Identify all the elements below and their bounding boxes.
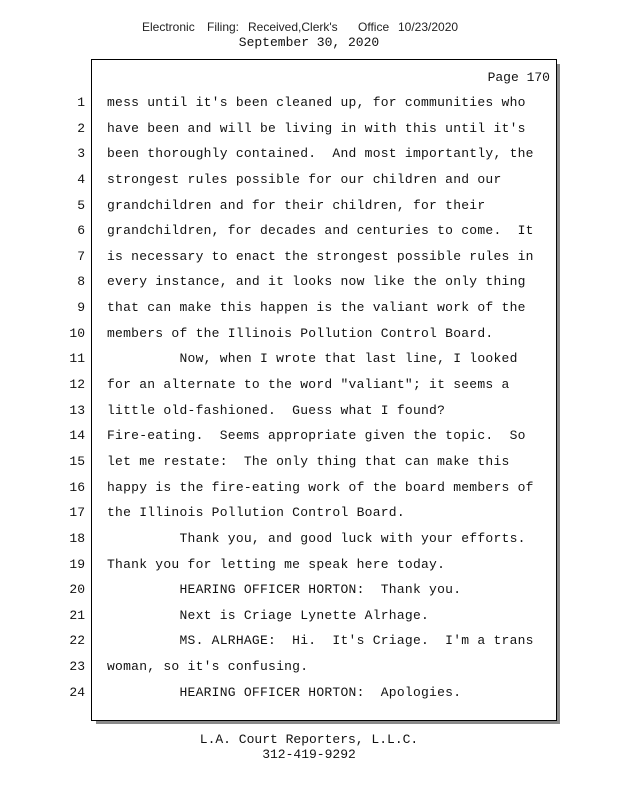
line-number: 2 [77,120,85,136]
line-number: 5 [77,197,85,213]
line-number: 9 [77,300,85,316]
transcript-line: Now, when I wrote that last line, I looked [107,351,518,367]
line-number: 17 [69,505,85,521]
footer-phone: 312-419-9292 [262,747,356,762]
line-number: 13 [69,402,85,418]
line-number: 19 [69,556,85,572]
hearing-date: September 30, 2020 [238,35,380,50]
transcript-line: have been and will be living in with this until it's [107,120,526,136]
line-number: 3 [77,146,85,162]
transcript-line: grandchildren and for their children, for their [107,197,486,213]
transcript-line: HEARING OFFICER HORTON: Thank you. [107,582,462,598]
transcript-line: Thank you, and good luck with your efforts. [107,530,526,546]
line-number: 21 [69,607,85,623]
line-number: 6 [77,223,85,239]
page-number: Page 170 [487,70,550,85]
transcript-line: is necessary to enact the strongest possible rules in [107,248,534,264]
transcript-line: woman, so it's confusing. [107,659,309,675]
footer [0,732,618,762]
stamp-office: Office [358,20,390,34]
line-number: 11 [69,351,85,367]
line-number: 23 [69,659,85,675]
line-numbers [55,90,85,705]
stamp-date: 10/23/2020 [398,20,459,34]
line-number: 18 [69,530,85,546]
line-number: 12 [69,377,85,393]
line-number: 10 [69,325,85,341]
transcript-line: that can make this happen is the valiant work of the [107,300,526,316]
line-number: 7 [77,248,85,264]
footer-company: L.A. Court Reporters, L.L.C. [199,732,419,747]
transcript-line: Thank you for letting me speak here today. [107,556,446,572]
line-number: 8 [77,274,85,290]
transcript-line: Fire-eating. Seems appropriate given the topic. So [107,428,526,444]
transcript-line: Next is Criage Lynette Alrhage. [107,607,430,623]
line-number: 24 [69,684,85,700]
transcript-line: little old-fashioned. Guess what I found? [107,402,446,418]
line-number: 14 [69,428,85,444]
transcript-line: mess until it's been cleaned up, for communities who [107,95,526,110]
transcript-line: every instance, and it looks now like the only thing [107,274,526,290]
stamp-electronic: Electronic [142,20,195,34]
stamp-filing: Filing: [207,20,240,34]
transcript-line: strongest rules possible for our children and our [107,171,502,187]
transcript-line: MS. ALRHAGE: Hi. It's Criage. I'm a trans [107,633,534,649]
transcript-line: let me restate: The only thing that can make this [107,453,510,469]
stamp-received: Received,Clerk's [248,20,338,34]
transcript-line: grandchildren, for decades and centuries to come. It [107,223,534,239]
line-number: 22 [69,633,85,649]
line-number: 15 [69,453,85,469]
transcript-line: members of the Illinois Pollution Control Board. [107,325,494,341]
transcript-line: the Illinois Pollution Control Board. [107,505,405,521]
line-number: 1 [77,95,85,110]
line-number: 16 [69,479,85,495]
transcript-line: for an alternate to the word "valiant"; it seems a [107,377,510,393]
transcript-line: happy is the fire-eating work of the board members of [107,479,534,495]
transcript-line: been thoroughly contained. And most importantly, the [107,146,534,162]
transcript-line: HEARING OFFICER HORTON: Apologies. [107,684,462,700]
line-number: 4 [77,171,85,187]
transcript-lines [107,90,547,705]
line-number: 20 [69,582,85,598]
